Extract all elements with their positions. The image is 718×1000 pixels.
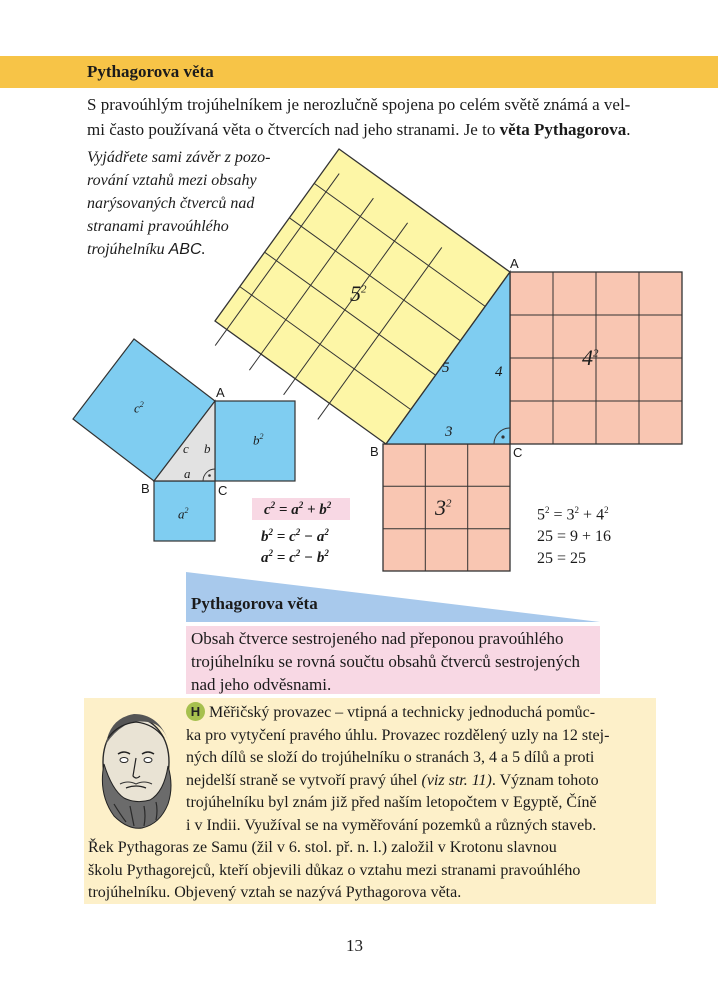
theorem-name: věta Pythagorova: [499, 120, 627, 139]
page-reference: (viz str. 11): [421, 771, 492, 789]
intro-line-1: S pravoúhlým trojúhelníkem je nerozlučně spojena po celém světě známá a vel-: [87, 95, 631, 114]
small-side-b: b: [204, 441, 211, 456]
big-vertex-c: C: [513, 445, 523, 460]
calc-line-1: $5^2 = 3^2 + 4^2$: [537, 505, 609, 524]
history-text-continued: Řek Pythagoras ze Samu (žil v 6. stol. př. n. l.) založil v Krotonu slavnou školu Pythagorejců, kteří objevili důkaz o vztahu mezi stranami pravoúhlého trojúhelníku. Objevený vztah se nazývá Pythagorova věta.: [88, 839, 581, 901]
formula-main: $c^2 = a^2 + b^2$: [264, 500, 332, 518]
big-side-5: 5: [442, 360, 450, 376]
small-square-a-label: $a^2$: [178, 506, 189, 522]
history-badge: H: [186, 702, 205, 721]
intro-line-2: mi často používaná věta o čtvercích nad jeho stranami. Je to věta Pythagorova.: [87, 120, 631, 139]
small-side-a: a: [184, 466, 191, 481]
big-vertex-a: A: [510, 256, 519, 271]
calc-line-2: 25 = 9 + 16: [537, 528, 612, 545]
calc-line-3: 25 = 25: [537, 550, 587, 567]
big-square-3-label: $3^2$: [435, 495, 452, 520]
task-paragraph: Vyjádřete sami závěr z pozo- rování vztahů mezi obsahy narýsovaných čtverců nad stranami pravoúhlého trojúhelníku ABC.: [87, 149, 271, 258]
small-vertex-b: B: [141, 481, 150, 496]
big-vertex-b: B: [370, 444, 379, 459]
small-square-c-label: $c^2$: [134, 400, 144, 416]
formula-a: $a^2 = c^2 - b^2$: [261, 548, 329, 566]
small-side-c: c: [183, 441, 189, 456]
small-vertex-c: C: [218, 483, 228, 498]
pythagoras-portrait: [88, 704, 182, 834]
theorem-text: Obsah čtverce sestrojeného nad přeponou pravoúhlého trojúhelníku se rovná součtu obsahů čtverců sestrojených nad jeho odvěsnami.: [191, 629, 581, 694]
big-side-3: 3: [445, 424, 453, 440]
big-square-5-label: $5^2$: [350, 281, 367, 306]
big-square-4-label: $4^2$: [582, 345, 599, 370]
history-text: H Měřičský provazec – vtipná a technicky jednoduchá pomůc- ka pro vytyčení pravého úhlu. Provazec rozdělený uzly na 12 stej- ných dílů se složí do trojúhelníku o stranách 3, 4 a 5 dílů a proti nejdelší straně se vytvoří pravý úhel (viz str. 11). Význam tohoto trojúhelníku byl znám již před naším letopočtem v Egyptě, Číně i v Indii. Využíval se na vyměřování pozemků a různých staveb.: [186, 704, 610, 834]
small-square-b-label: $b^2$: [253, 432, 264, 448]
theorem-title: Pythagorova věta: [191, 594, 318, 613]
small-vertex-a: A: [216, 385, 225, 400]
section-title: Pythagorova věta: [87, 62, 214, 81]
formula-b: $b^2 = c^2 - a^2$: [261, 527, 329, 545]
page-number: 13: [346, 936, 363, 955]
big-side-4: 4: [495, 364, 503, 380]
